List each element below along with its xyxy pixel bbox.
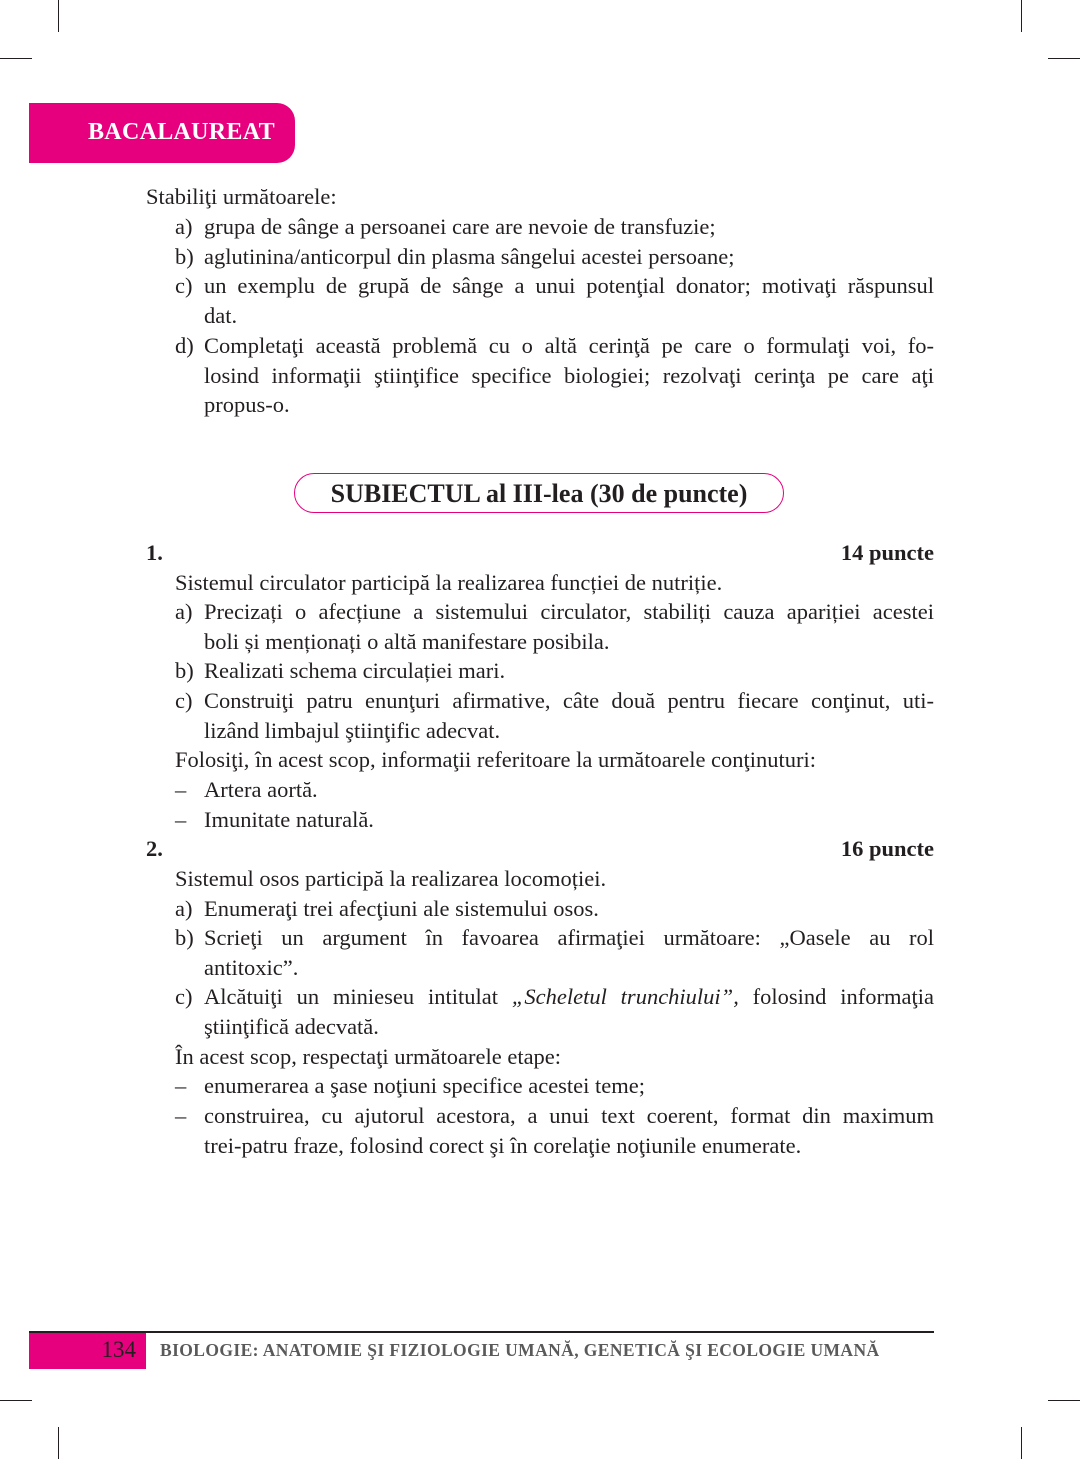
q2-c-line2: ştiinţifică adecvată.: [204, 1014, 379, 1039]
part1-d-label: d): [175, 333, 194, 358]
q1-note: Folosiţi, în acest scop, informaţii referitoare la următoarele conţinuturi:: [175, 747, 817, 772]
crop-mark: [58, 1427, 59, 1459]
part1-c-line2: dat.: [204, 303, 238, 328]
q1-a-label: a): [175, 599, 193, 624]
q1-a-line1: Precizați o afecțiune a sistemului circulator, stabiliți cauza apariției acestei: [204, 599, 934, 624]
q2-dash2-line1: construirea, cu ajutorul acestora, a unui text coerent, format din maximum: [204, 1103, 934, 1128]
part1-c-line1: un exemplu de grupă de sânge a unui potenţial donator; motivaţi răspunsul: [204, 273, 934, 298]
q2-points: 16 puncte: [840, 836, 934, 861]
crop-mark: [1048, 58, 1080, 59]
page-number: 134: [101, 1337, 136, 1362]
q2-a-label: a): [175, 896, 193, 921]
q2-a-text: Enumeraţi trei afecţiuni ale sistemului osos.: [204, 896, 599, 921]
q2-b-line1: Scrieţi un argument în favoarea afirmaţiei următoare: „Oasele au rol: [204, 925, 934, 950]
q1-b-text: Realizati schema circulației mari.: [204, 658, 506, 683]
q1-points: 14 puncte: [840, 540, 934, 565]
q1-b-label: b): [175, 658, 194, 683]
q1-c-label: c): [175, 688, 193, 713]
part1-c-label: c): [175, 273, 193, 298]
q1-a-line2: boli și menționați o altă manifestare posibila.: [204, 629, 610, 654]
q1-intro: Sistemul circulator participă la realizarea funcției de nutriție.: [175, 570, 723, 595]
part1-d-line3: propus-o.: [204, 392, 290, 417]
q2-number: 2.: [146, 836, 163, 861]
header-badge-label: BACALAUREAT: [88, 119, 275, 145]
footer-book-title: BIOLOGIE: ANATOMIE ŞI FIZIOLOGIE UMANĂ, GENETICĂ ŞI ECOLOGIE UMANĂ: [160, 1340, 880, 1360]
section-heading: [294, 473, 784, 513]
part1-b-text: aglutinina/anticorpul din plasma sângelui acestei persoane;: [204, 244, 735, 269]
q2-b-line2: antitoxic”.: [204, 955, 299, 980]
q1-c-line2: lizând limbajul ştiinţific adecvat.: [204, 718, 501, 743]
page-number-box: [29, 1333, 146, 1369]
q2-c-essay-title: „Scheletul trunchiului”,: [511, 984, 739, 1009]
q2-dash1-text: enumerarea a şase noţiuni specifice acestei teme;: [204, 1073, 646, 1098]
q2-c-text-end: folosind informaţia: [738, 984, 934, 1009]
q1-number: 1.: [146, 540, 163, 565]
crop-mark: [0, 58, 32, 59]
q1-dash2-mark: –: [175, 807, 187, 832]
crop-mark: [58, 0, 59, 32]
q2-dash2-line2: trei-patru fraze, folosind corect şi în corelaţie noţiunile enumerate.: [204, 1133, 802, 1158]
crop-mark: [1048, 1400, 1080, 1401]
part1-a-label: a): [175, 214, 193, 239]
part1-a-text: grupa de sânge a persoanei care are nevoie de transfuzie;: [204, 214, 716, 239]
q1-c-line1: Construiţi patru enunţuri afirmative, câte două pentru fiecare conţinut, uti-: [204, 688, 934, 713]
part1-d-line2: losind informaţii ştiinţifice specifice biologiei; rezolvaţi cerinţa pe care aţi: [204, 363, 934, 388]
q2-c-text: Alcătuiţi un minieseu intitulat: [204, 984, 512, 1009]
q2-intro: Sistemul osos participă la realizarea locomoției.: [175, 866, 607, 891]
crop-mark: [1021, 1427, 1022, 1459]
part1-d-line1: Completaţi această problemă cu o altă cerinţă pe care o formulaţi voi, fo-: [204, 333, 934, 358]
part1-b-label: b): [175, 244, 194, 269]
header-badge: [29, 103, 295, 163]
crop-mark: [0, 1400, 32, 1401]
q2-note: În acest scop, respectaţi următoarele etape:: [175, 1044, 562, 1069]
q2-c-label: c): [175, 984, 193, 1009]
q1-dash2-text: Imunitate naturală.: [204, 807, 374, 832]
section-title: SUBIECTUL al III-lea (30 de puncte): [330, 479, 748, 508]
crop-mark: [1021, 0, 1022, 32]
q1-dash1-mark: –: [175, 777, 187, 802]
q1-dash1-text: Artera aortă.: [204, 777, 318, 802]
q2-dash2-mark: –: [175, 1103, 187, 1128]
q2-c-line1: [204, 982, 934, 1012]
footer-rule: [29, 1331, 934, 1333]
part1-intro: Stabiliţi următoarele:: [146, 184, 337, 209]
q2-dash1-mark: –: [175, 1073, 187, 1098]
q2-b-label: b): [175, 925, 194, 950]
